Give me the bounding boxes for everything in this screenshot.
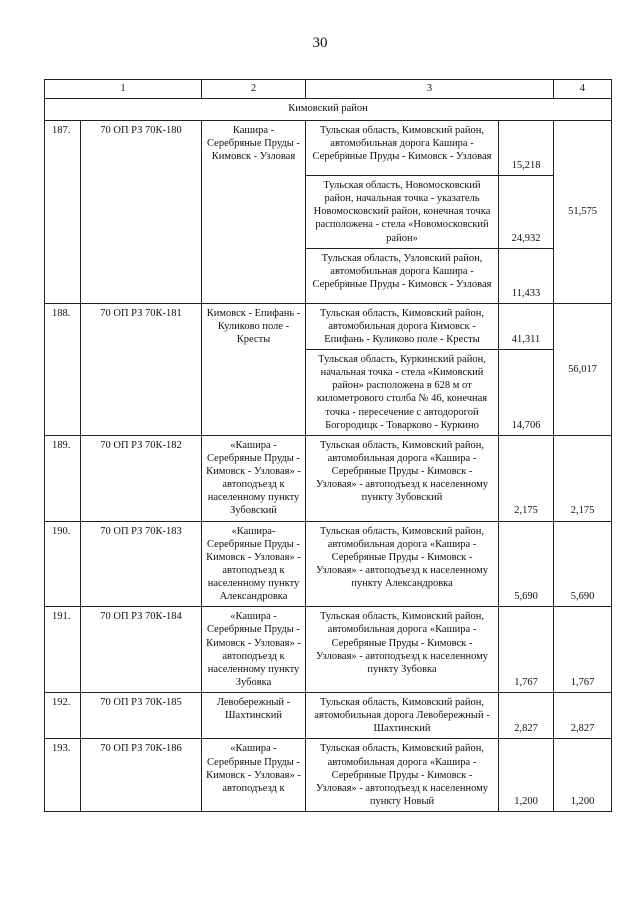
- segment-length: 2,175: [499, 435, 554, 521]
- table-row: [45, 435, 612, 521]
- header-col-2: 2: [202, 80, 306, 99]
- page-number: 30: [312, 35, 328, 51]
- total-length: 51,575: [554, 121, 612, 304]
- road-code: 70 ОП РЗ 70К-181: [81, 303, 202, 435]
- segment-description: Тульская область, Кимовский район, автомобильная дорога «Кашира - Серебряные Пруды - Кимовск - Узловая» - автоподъезд к населенному пункту Зубовка: [306, 607, 499, 693]
- table-row: [45, 521, 612, 607]
- table-row: [45, 121, 612, 176]
- segment-description: Тульская область, Кимовский район, автомобильная дорога «Кашира - Серебряные Пруды - Кимовск - Узловая» - автоподъезд к населенному пункту Зубовский: [306, 435, 499, 521]
- segment-length: 1,200: [499, 739, 554, 812]
- table-row: [45, 739, 612, 812]
- district-row: [45, 99, 612, 121]
- segment-length: 1,767: [499, 607, 554, 693]
- road-name: «Кашира - Серебряные Пруды - Кимовск - Узловая» - автоподъезд к населенному пункту Зубовский: [202, 435, 306, 521]
- segment-length: 24,932: [499, 176, 554, 249]
- header-col-4: 4: [554, 80, 612, 99]
- table-row: [45, 693, 612, 739]
- road-code: 70 ОП РЗ 70К-180: [81, 121, 202, 304]
- header-col-1: 1: [45, 80, 202, 99]
- total-length: 2,175: [554, 435, 612, 521]
- road-name: «Кашира - Серебряные Пруды - Кимовск - Узловая» - автоподъезд к: [202, 739, 306, 812]
- road-code: 70 ОП РЗ 70К-183: [81, 521, 202, 607]
- road-name: «Кашира - Серебряные Пруды - Кимовск - Узловая» - автоподъезд к населенному пункту Зубовка: [202, 607, 306, 693]
- segment-description: Тульская область, Кимовский район, автомобильная дорога Левобережный - Шахтинский: [306, 693, 499, 739]
- district-name: Кимовский район: [45, 99, 612, 121]
- segment-description: Тульская область, Кимовский район, автомобильная дорога Кашира - Серебряные Пруды - Кимовск - Узловая: [306, 121, 499, 176]
- segment-description: Тульская область, Кимовский район, автомобильная дорога «Кашира - Серебряные Пруды - Кимовск - Узловая» - автоподъезд к населенному пункту Александровка: [306, 521, 499, 607]
- segment-length: 14,706: [499, 350, 554, 436]
- total-length: 1,200: [554, 739, 612, 812]
- row-number: 187.: [45, 121, 81, 304]
- road-code: 70 ОП РЗ 70К-185: [81, 693, 202, 739]
- road-code: 70 ОП РЗ 70К-186: [81, 739, 202, 812]
- segment-description: Тульская область, Узловский район, автомобильная дорога Кашира - Серебряные Пруды - Кимовск - Узловая: [306, 248, 499, 303]
- total-length: 5,690: [554, 521, 612, 607]
- total-length: 2,827: [554, 693, 612, 739]
- segment-length: 2,827: [499, 693, 554, 739]
- header-col-3: 3: [306, 80, 554, 99]
- segment-length: 11,433: [499, 248, 554, 303]
- total-length: 1,767: [554, 607, 612, 693]
- segment-description: Тульская область, Куркинский район, начальная точка - стела «Кимовский район» расположена в 628 м от километрового столба № 46, конечная точка - пересечение с автодорогой Богородицк - Товарково - Куркино: [306, 350, 499, 436]
- road-name: Кашира - Серебряные Пруды - Кимовск - Узловая: [202, 121, 306, 304]
- row-number: 191.: [45, 607, 81, 693]
- road-name: Кимовск - Епифань - Куликово поле - Кресты: [202, 303, 306, 435]
- road-code: 70 ОП РЗ 70К-184: [81, 607, 202, 693]
- total-length: 56,017: [554, 303, 612, 435]
- table-row: [45, 303, 612, 349]
- segment-description: Тульская область, Кимовский район, автомобильная дорога «Кашира - Серебряные Пруды - Кимовск - Узловая» - автоподъезд к населенному пункту Новый: [306, 739, 499, 812]
- segment-description: Тульская область, Новомосковский район, начальная точка - указатель Новомосковский район, конечная точка расположена - стела «Новомосковский район»: [306, 176, 499, 249]
- segment-length: 15,218: [499, 121, 554, 176]
- segment-length: 41,311: [499, 303, 554, 349]
- road-name: «Кашира- Серебряные Пруды - Кимовск - Узловая» - автоподъезд к населенному пункту Александровка: [202, 521, 306, 607]
- row-number: 192.: [45, 693, 81, 739]
- segment-description: Тульская область, Кимовский район, автомобильная дорога Кимовск - Епифань - Куликово поле - Кресты: [306, 303, 499, 349]
- header-row: [45, 80, 612, 99]
- row-number: 188.: [45, 303, 81, 435]
- row-number: 189.: [45, 435, 81, 521]
- road-table: [44, 79, 612, 812]
- road-name: Левобережный - Шахтинский: [202, 693, 306, 739]
- row-number: 193.: [45, 739, 81, 812]
- road-code: 70 ОП РЗ 70К-182: [81, 435, 202, 521]
- row-number: 190.: [45, 521, 81, 607]
- table-row: [45, 607, 612, 693]
- segment-length: 5,690: [499, 521, 554, 607]
